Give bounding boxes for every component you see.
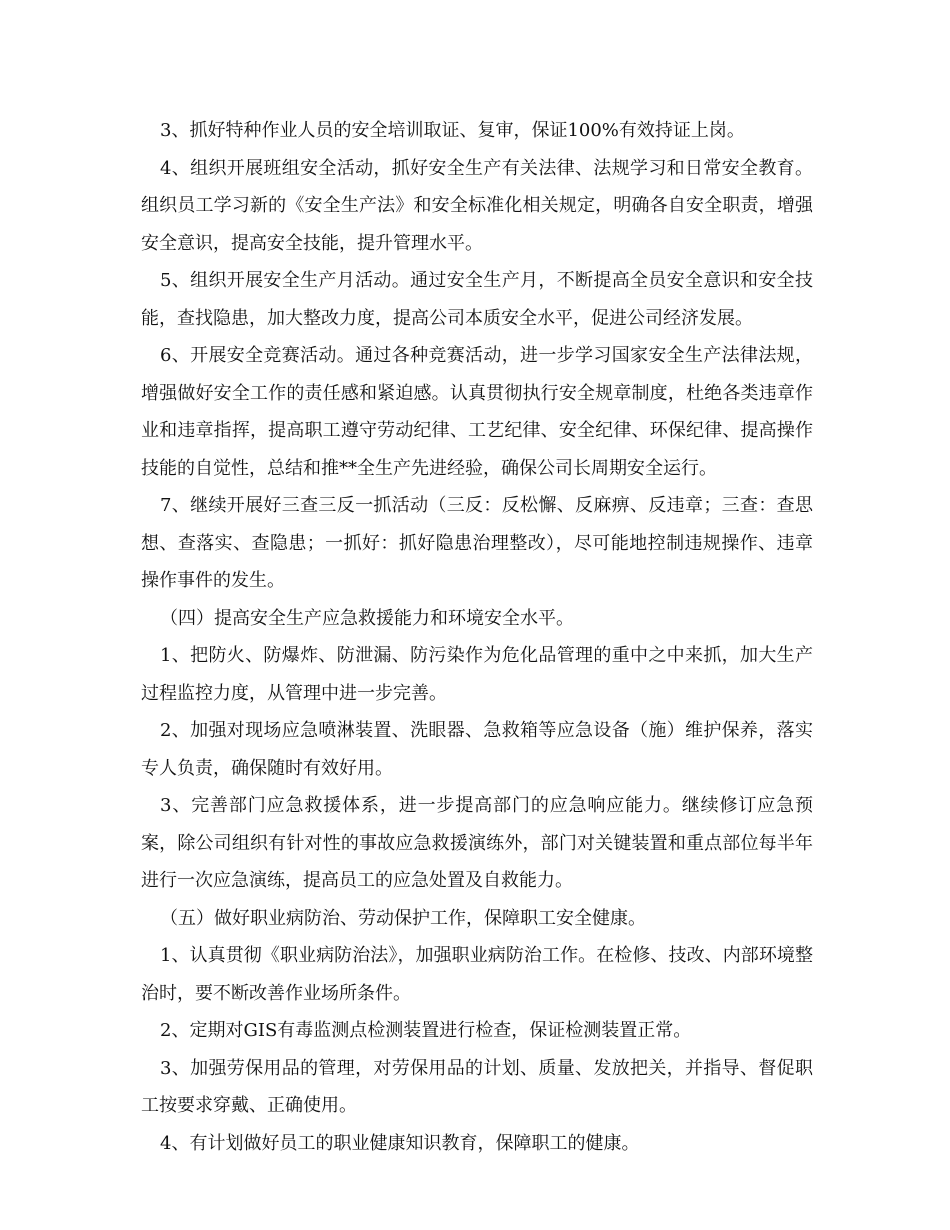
paragraph-emergency-3: 3、完善部门应急救援体系，进一步提高部门的应急响应能力。继续修订应急预案，除公司组织有针对性的事故应急救援演练外，部门对关键装置和重点部位每半年进行一次应急演练，提高员工的应急处置及自救能力。 <box>141 795 813 891</box>
paragraph-item-7-three-checks: 7、继续开展好三查三反一抓活动（三反：反松懈、反麻痹、反违章；三查：查思想、查落实、查隐患；一抓好：抓好隐患治理整改），尽可能地控制违规操作、违章操作事件的发生。 <box>141 495 813 591</box>
paragraph-emergency-2: 2、加强对现场应急喷淋装置、洗眼器、急救箱等应急设备（施）维护保养，落实专人负责，确保随时有效好用。 <box>141 720 813 779</box>
paragraph-item-5-safety-month: 5、组织开展安全生产月活动。通过安全生产月，不断提高全员安全意识和安全技能，查找隐患，加大整改力度，提高公司本质安全水平，促进公司经济发展。 <box>141 270 813 329</box>
paragraph-health-2: 2、定期对GIS有毒监测点检测装置进行检查，保证检测装置正常。 <box>160 1020 692 1041</box>
paragraph-health-3: 3、加强劳保用品的管理，对劳保用品的计划、质量、发放把关，并指导、督促职工按要求穿戴、正确使用。 <box>141 1057 813 1116</box>
paragraph-item-6-competition: 6、开展安全竞赛活动。通过各种竞赛活动，进一步学习国家安全生产法律法规，增强做好安全工作的责任感和紧迫感。认真贯彻执行安全规章制度，杜绝各类违章作业和违章指挥，提高职工遵守劳动纪律、工艺纪律、安全纪律、环保纪律、提高操作技能的自觉性，总结和推**全生产先进经验，确保公司长周期安全运行。 <box>141 345 813 479</box>
paragraph-health-1: 1、认真贯彻《职业病防治法》，加强职业病防治工作。在检修、技改、内部环境整治时，要不断改善作业场所条件。 <box>141 945 813 1004</box>
paragraph-item-3-training: 3、抓好特种作业人员的安全培训取证、复审，保证100%有效持证上岗。 <box>160 120 745 141</box>
paragraph-item-4-team-activity: 4、组织开展班组安全活动，抓好安全生产有关法律、法规学习和日常安全教育。组织员工学习新的《安全生产法》和安全标准化相关规定，明确各自安全职责，增强安全意识，提高安全技能，提升管理水平。 <box>141 157 813 254</box>
paragraph-emergency-1: 1、把防火、防爆炸、防泄漏、防污染作为危化品管理的重中之中来抓，加大生产过程监控力度，从管理中进一步完善。 <box>141 645 813 704</box>
document-body <box>141 112 813 1162</box>
paragraph-health-4: 4、有计划做好员工的职业健康知识教育，保障职工的健康。 <box>160 1132 640 1154</box>
section-heading-5-occupational-health: （五）做好职业病防治、劳动保护工作，保障职工安全健康。 <box>160 907 646 929</box>
section-heading-4-emergency: （四）提高安全生产应急救援能力和环境安全水平。 <box>160 607 574 629</box>
